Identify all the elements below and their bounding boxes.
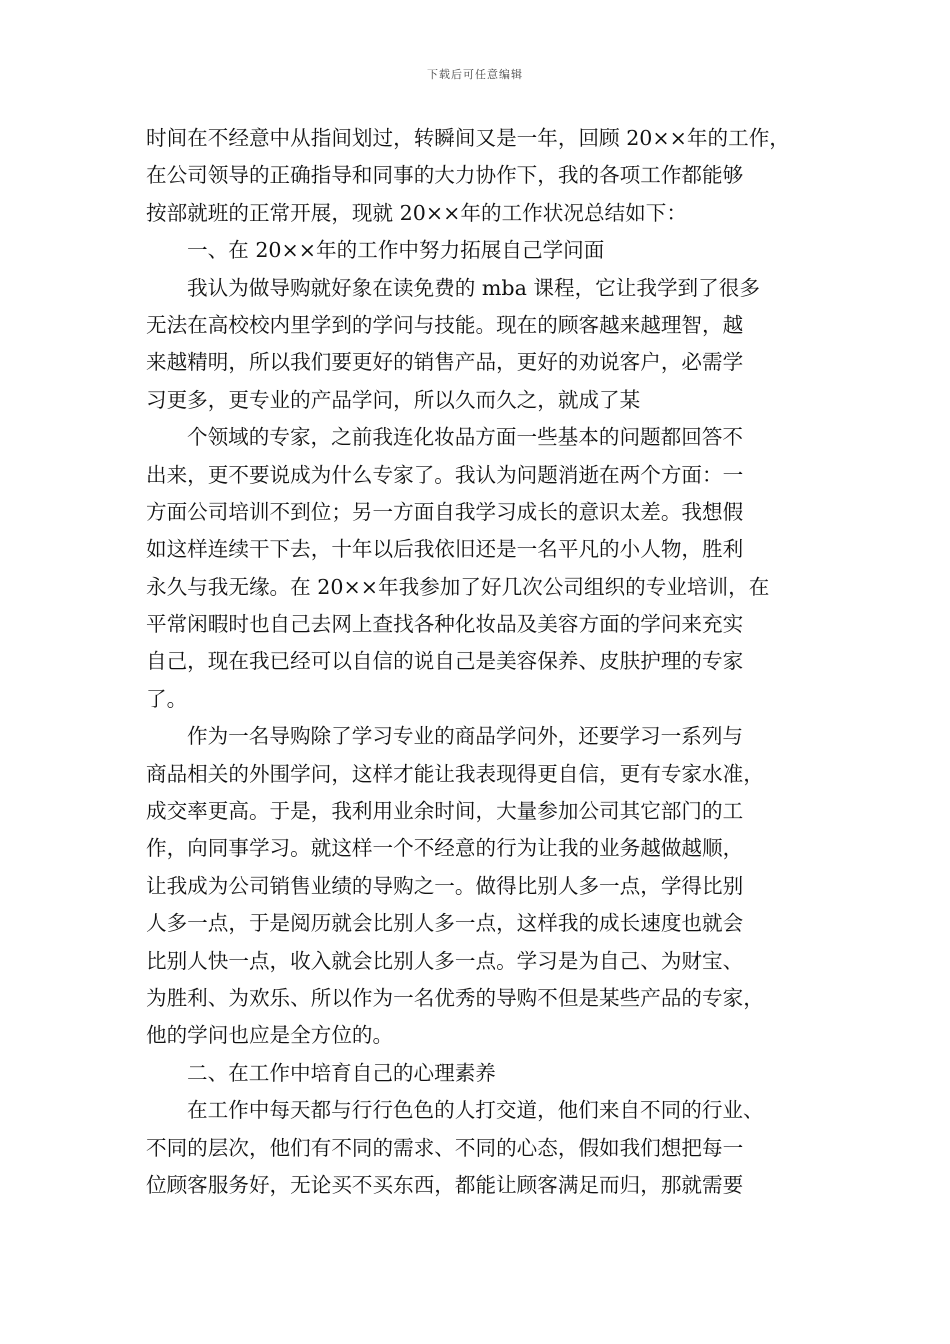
- text-line: 作为一名导购除了学习专业的商品学问外，还要学习一系列与: [187, 724, 744, 749]
- text-line: 为胜利、为欢乐、所以作为一名优秀的导购不但是某些产品的专家，: [146, 985, 764, 1010]
- text-line: 了。: [146, 686, 188, 711]
- text-line: 比别人快一点，收入就会比别人多一点。学习是为自己、为财宝、: [146, 948, 744, 973]
- text-line: 在工作中每天都与行行色色的人打交道，他们来自不同的行业、: [187, 1098, 764, 1123]
- text-line: 他的学问也应是全方位的。: [146, 1023, 394, 1048]
- header-note: 下载后可任意编辑: [427, 68, 523, 81]
- text-line: 无法在高校校内里学到的学问与技能。现在的顾客越来越理智，越: [146, 312, 744, 337]
- text-line: 来越精明，所以我们要更好的销售产品，更好的劝说客户，必需学: [146, 350, 744, 375]
- text-line: 不同的层次，他们有不同的需求、不同的心态，假如我们想把每一: [146, 1135, 744, 1160]
- text-line: 在公司领导的正确指导和同事的大力协作下，我的各项工作都能够: [146, 163, 744, 188]
- text-line: 个领域的专家，之前我连化妆品方面一些基本的问题都回答不: [187, 425, 744, 450]
- document-body: [146, 120, 808, 1204]
- text-line: 平常闲暇时也自己去网上查找各种化妆品及美容方面的学问来充实: [146, 612, 744, 637]
- text-line: 作，向同事学习。就这样一个不经意的行为让我的业务越做越顺，: [146, 836, 744, 861]
- text-line: 方面公司培训不到位；另一方面自我学习成长的意识太差。我想假: [146, 499, 744, 524]
- text-line: 位顾客服务好，无论买不买东西，都能让顾客满足而归，那就需要: [146, 1172, 744, 1197]
- text-line: 商品相关的外围学问，这样才能让我表现得更自信，更有专家水准，: [146, 761, 764, 786]
- text-line: 人多一点，于是阅历就会比别人多一点，这样我的成长速度也就会: [146, 911, 744, 936]
- text-line: 如这样连续干下去，十年以后我依旧还是一名平凡的小人物，胜利: [146, 537, 744, 562]
- section-heading: 二、在工作中培育自己的心理素养: [187, 1060, 496, 1085]
- section-heading: 一、在 20××年的工作中努力拓展自己学问面: [187, 238, 605, 263]
- text-line: 自己，现在我已经可以自信的说自己是美容保养、皮肤护理的专家: [146, 649, 744, 674]
- text-line: 按部就班的正常开展，现就 20××年的工作状况总结如下：: [146, 200, 687, 225]
- text-line: 时间在不经意中从指间划过，转瞬间又是一年，回顾 20××年的工作，: [146, 126, 790, 150]
- text-line: 出来，更不要说成为什么专家了。我认为问题消逝在两个方面：一: [146, 462, 744, 487]
- text-line: 习更多，更专业的产品学问，所以久而久之，就成了某: [146, 387, 641, 412]
- text-line: 永久与我无缘。在 20××年我参加了好几次公司组织的专业培训，在: [146, 574, 770, 599]
- text-line: 让我成为公司销售业绩的导购之一。做得比别人多一点，学得比别: [146, 873, 744, 898]
- text-line: 我认为做导购就好象在读免费的 mba 课程，它让我学到了很多: [187, 275, 760, 300]
- text-line: 成交率更高。于是，我利用业余时间，大量参加公司其它部门的工: [146, 799, 744, 824]
